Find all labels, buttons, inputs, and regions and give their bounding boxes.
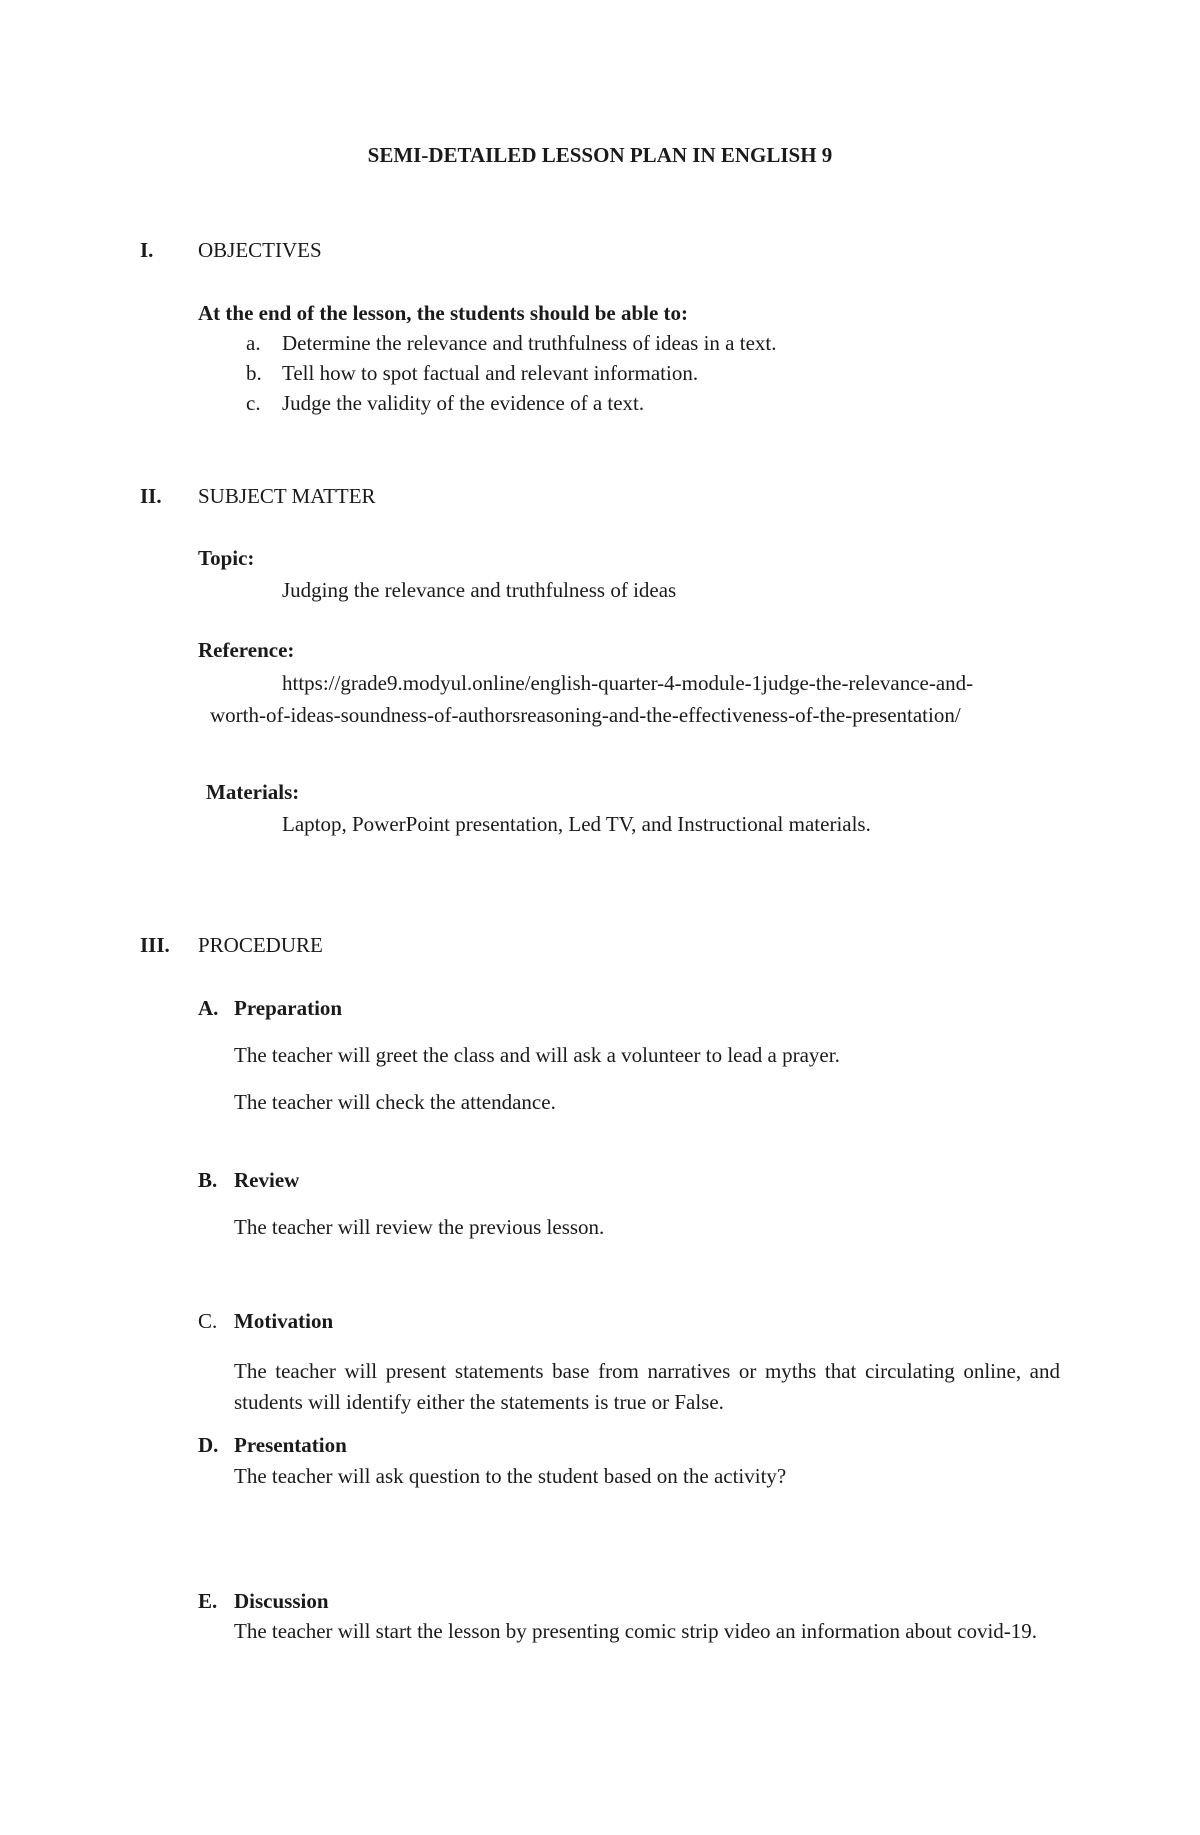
discussion-text: The teacher will start the lesson by presenting comic strip video an information about covid-19. bbox=[234, 1619, 1038, 1643]
reference-url-line-2: worth-of-ideas-soundness-of-authorsreasoning-and-the-effectiveness-of-the-presentation/ bbox=[210, 703, 961, 727]
materials-text: Laptop, PowerPoint presentation, Led TV, and Instructional materials. bbox=[282, 812, 871, 836]
reference-label: Reference: bbox=[198, 638, 295, 662]
preparation-label: Preparation bbox=[234, 996, 343, 1020]
reference-url-line-1: https://grade9.modyul.online/english-quarter-4-module-1judge-the-relevance-and- bbox=[282, 671, 974, 695]
motivation-text: The teacher will present statements base from narratives or myths that circulating online, and students will identify either the statements is true or False. bbox=[234, 1359, 1060, 1414]
materials-label: Materials: bbox=[206, 780, 300, 804]
preparation-text-2: The teacher will check the attendance. bbox=[234, 1090, 556, 1114]
objective-letter: c. bbox=[246, 391, 261, 415]
motivation-letter: C. bbox=[198, 1309, 218, 1333]
objective-item: Determine the relevance and truthfulness of ideas in a text. bbox=[282, 331, 777, 355]
review-label: Review bbox=[234, 1168, 300, 1192]
section-heading-objectives: OBJECTIVES bbox=[198, 238, 322, 262]
review-text: The teacher will review the previous lesson. bbox=[234, 1215, 605, 1239]
presentation-text: The teacher will ask question to the student based on the activity? bbox=[234, 1464, 787, 1488]
topic-text: Judging the relevance and truthfulness of ideas bbox=[282, 578, 677, 602]
page-title: SEMI-DETAILED LESSON PLAN IN ENGLISH 9 bbox=[367, 143, 833, 167]
presentation-letter: D. bbox=[198, 1433, 219, 1457]
discussion-label: Discussion bbox=[234, 1589, 329, 1613]
objective-letter: b. bbox=[246, 361, 262, 385]
section-number-objectives: I. bbox=[140, 238, 154, 262]
preparation-letter: A. bbox=[198, 996, 219, 1020]
presentation-label: Presentation bbox=[234, 1433, 347, 1457]
topic-label: Topic: bbox=[198, 546, 255, 570]
section-heading-subject-matter: SUBJECT MATTER bbox=[198, 484, 376, 508]
preparation-text-1: The teacher will greet the class and will ask a volunteer to lead a prayer. bbox=[234, 1043, 840, 1067]
objective-item: Tell how to spot factual and relevant information. bbox=[282, 361, 699, 385]
section-heading-procedure: PROCEDURE bbox=[198, 933, 323, 957]
discussion-letter: E. bbox=[198, 1589, 218, 1613]
motivation-label: Motivation bbox=[234, 1309, 334, 1333]
review-letter: B. bbox=[198, 1168, 218, 1192]
objective-letter: a. bbox=[246, 331, 261, 355]
section-number-subject-matter: II. bbox=[140, 484, 162, 508]
section-number-procedure: III. bbox=[140, 933, 170, 957]
objective-item: Judge the validity of the evidence of a text. bbox=[282, 391, 645, 415]
objectives-intro: At the end of the lesson, the students should be able to: bbox=[198, 301, 689, 325]
